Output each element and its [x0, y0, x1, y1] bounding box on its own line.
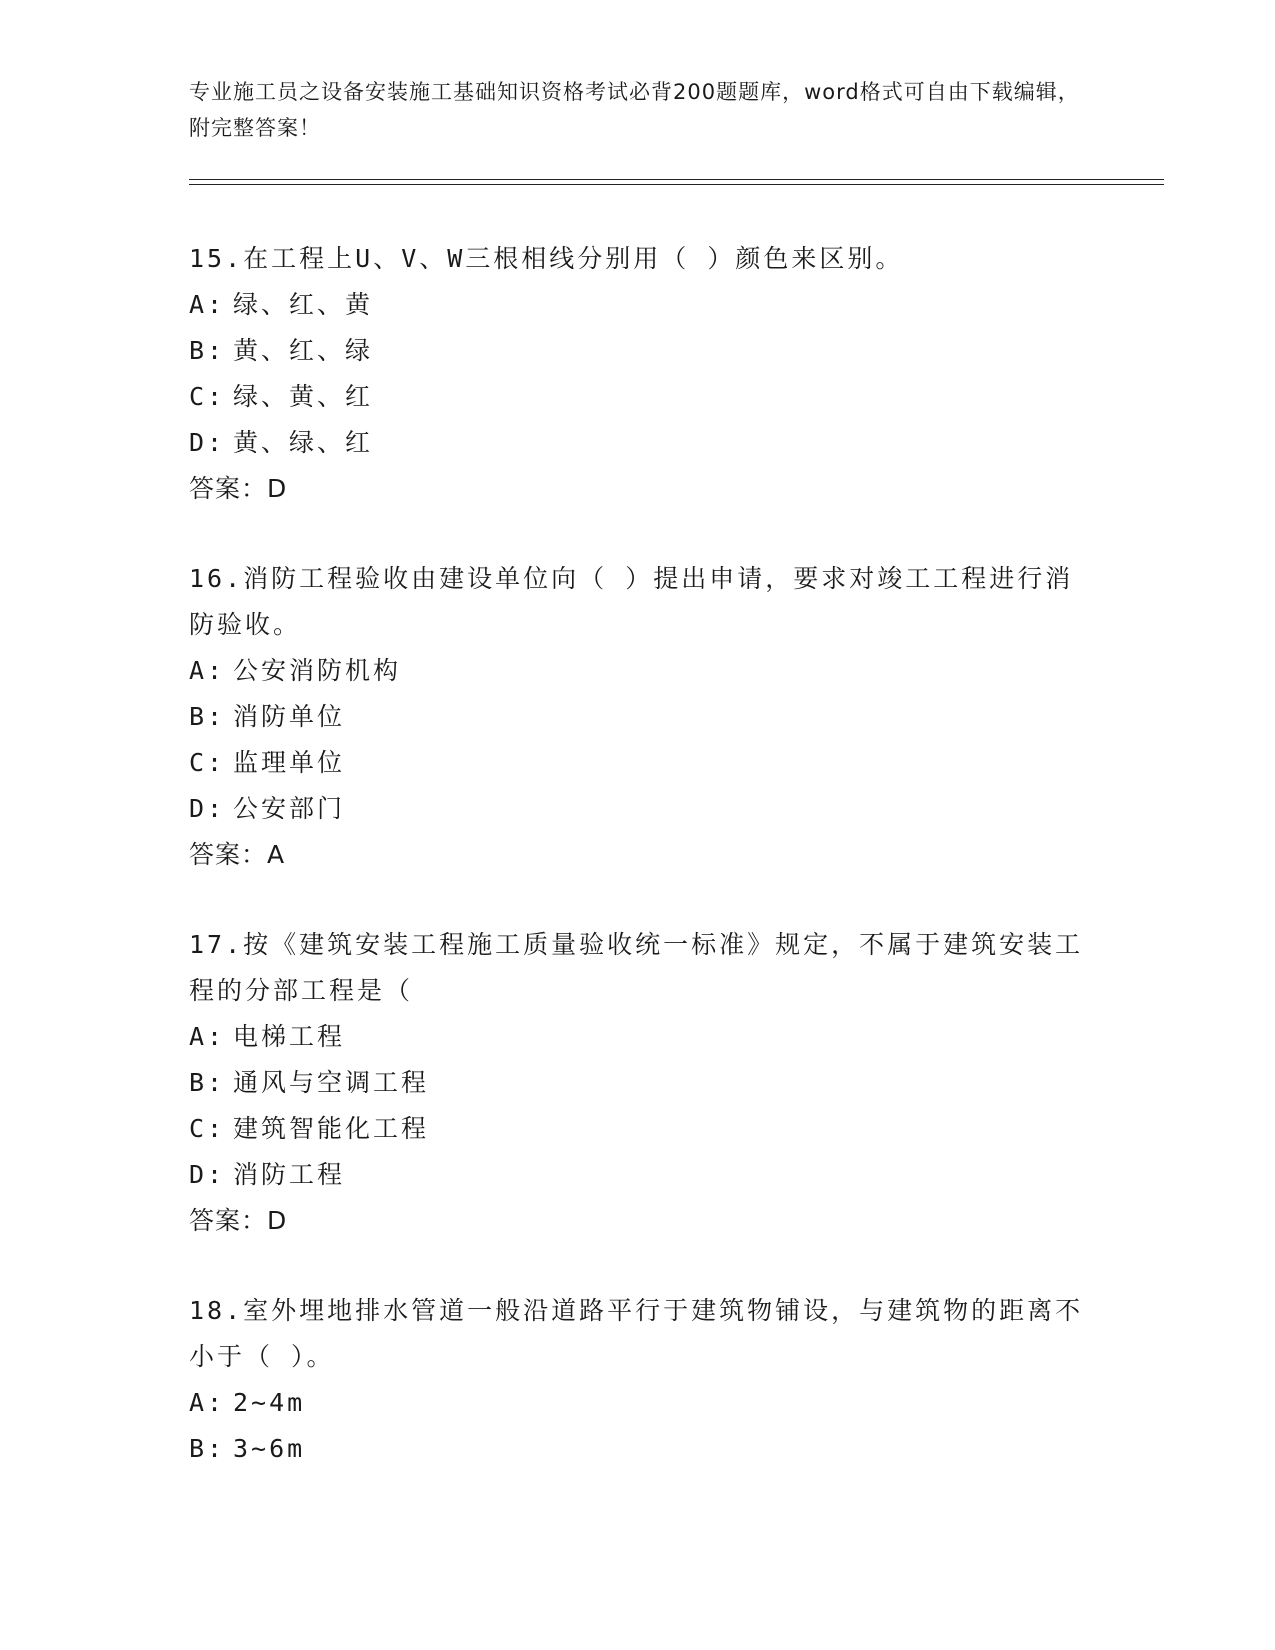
option-text: 黄、绿、红 — [233, 428, 374, 457]
question-item — [189, 1288, 1089, 1472]
option-text: 电梯工程 — [233, 1022, 346, 1051]
question-text: 17.按《建筑安装工程施工质量验收统一标准》规定，不属于建筑安装工程的分部工程是（ — [189, 930, 1084, 1005]
option-key: B: — [189, 702, 226, 731]
answer-line: 答案：A — [189, 840, 286, 869]
option-d — [189, 786, 1089, 832]
question-list — [189, 236, 1089, 1516]
question-item — [189, 236, 1089, 512]
option-key: B: — [189, 1434, 226, 1463]
option-text: 监理单位 — [233, 748, 346, 777]
option-text: 绿、红、黄 — [233, 290, 374, 319]
question-text: 15.在工程上U、V、W三根相线分别用（ ）颜色来区别。 — [189, 244, 904, 273]
option-c — [189, 1106, 1089, 1152]
option-text: 消防工程 — [233, 1160, 346, 1189]
answer-line: 答案：D — [189, 474, 288, 503]
option-c — [189, 740, 1089, 786]
option-text: 通风与空调工程 — [233, 1068, 430, 1097]
option-key: D: — [189, 794, 226, 823]
question-item — [189, 922, 1089, 1244]
option-key: A: — [189, 656, 226, 685]
option-a — [189, 1380, 1089, 1426]
option-text: 黄、红、绿 — [233, 336, 374, 365]
option-d — [189, 420, 1089, 466]
option-key: B: — [189, 1068, 226, 1097]
option-b — [189, 1426, 1089, 1472]
header-divider-bottom — [189, 184, 1164, 185]
option-text: 2~4m — [233, 1388, 306, 1417]
option-key: C: — [189, 748, 226, 777]
option-a — [189, 282, 1089, 328]
option-text: 公安消防机构 — [233, 656, 402, 685]
option-c — [189, 374, 1089, 420]
option-b — [189, 328, 1089, 374]
option-key: D: — [189, 428, 226, 457]
option-text: 建筑智能化工程 — [233, 1114, 430, 1143]
question-text: 16.消防工程验收由建设单位向（ ）提出申请，要求对竣工工程进行消防验收。 — [189, 564, 1074, 639]
option-text: 绿、黄、红 — [233, 382, 374, 411]
option-text: 3~6m — [233, 1434, 306, 1463]
header-divider-top — [189, 179, 1164, 180]
question-item — [189, 556, 1089, 878]
option-text: 公安部门 — [233, 794, 346, 823]
option-d — [189, 1152, 1089, 1198]
document-header: 专业施工员之设备安装施工基础知识资格考试必背200题题库，word格式可自由下载编辑，附完整答案！ — [189, 80, 1080, 140]
option-b — [189, 694, 1089, 740]
option-key: B: — [189, 336, 226, 365]
option-text: 消防单位 — [233, 702, 346, 731]
option-key: C: — [189, 382, 226, 411]
option-key: A: — [189, 1022, 226, 1051]
question-text: 18.室外埋地排水管道一般沿道路平行于建筑物铺设，与建筑物的距离不小于（ ）。 — [189, 1296, 1084, 1371]
option-key: A: — [189, 1388, 226, 1417]
option-key: C: — [189, 1114, 226, 1143]
option-key: D: — [189, 1160, 226, 1189]
option-key: A: — [189, 290, 226, 319]
option-b — [189, 1060, 1089, 1106]
answer-line: 答案：D — [189, 1206, 288, 1235]
option-a — [189, 1014, 1089, 1060]
option-a — [189, 648, 1089, 694]
